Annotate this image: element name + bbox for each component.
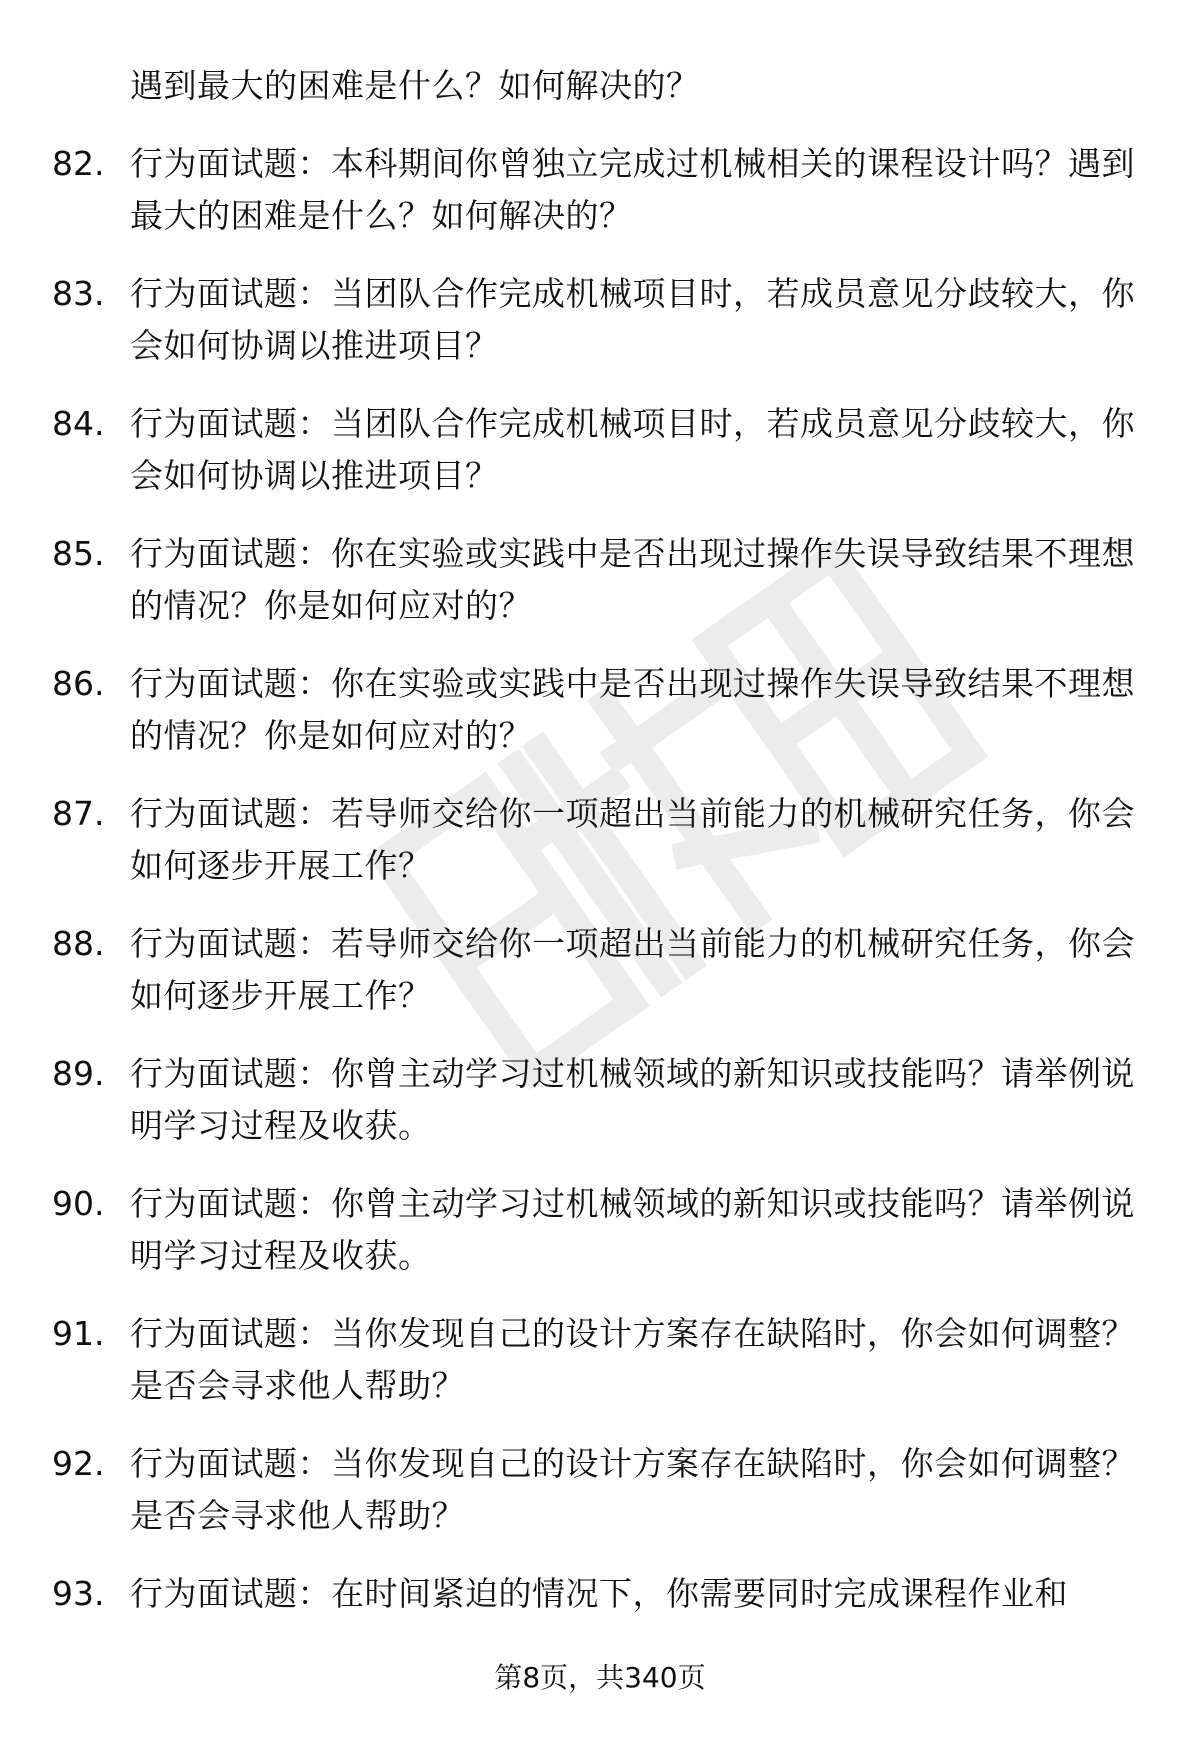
question-text: 行为面试题：你在实验或实践中是否出现过操作失误导致结果不理想的情况？你是如何应对的？ xyxy=(130,664,1135,755)
question-item xyxy=(0,658,1200,788)
question-text: 行为面试题：当你发现自己的设计方案存在缺陷时，你会如何调整？是否会寻求他人帮助？ xyxy=(130,1444,1135,1535)
question-number: 89. xyxy=(52,1054,105,1093)
question-number: 85. xyxy=(52,534,105,573)
question-text: 行为面试题：若导师交给你一项超出当前能力的机械研究任务，你会如何逐步开展工作？ xyxy=(130,924,1135,1015)
question-number: 88. xyxy=(52,924,105,963)
question-text: 行为面试题：当团队合作完成机械项目时，若成员意见分歧较大，你会如何协调以推进项目？ xyxy=(130,404,1135,495)
question-text: 行为面试题：你在实验或实践中是否出现过操作失误导致结果不理想的情况？你是如何应对的？ xyxy=(130,534,1135,625)
question-text: 行为面试题：你曾主动学习过机械领域的新知识或技能吗？请举例说明学习过程及收获。 xyxy=(130,1054,1135,1145)
question-number: 87. xyxy=(52,794,105,833)
question-item xyxy=(0,1048,1200,1178)
question-text: 行为面试题：本科期间你曾独立完成过机械相关的课程设计吗？遇到最大的困难是什么？如何解决的？ xyxy=(130,144,1135,235)
question-number: 84. xyxy=(52,404,105,443)
question-item xyxy=(0,918,1200,1048)
question-item xyxy=(0,528,1200,658)
question-item xyxy=(0,138,1200,268)
question-number: 93. xyxy=(52,1574,105,1613)
question-text: 行为面试题：当你发现自己的设计方案存在缺陷时，你会如何调整？是否会寻求他人帮助？ xyxy=(130,1314,1135,1405)
question-item xyxy=(0,1438,1200,1568)
question-list xyxy=(0,138,1200,1698)
question-number: 82. xyxy=(52,144,105,183)
question-number: 91. xyxy=(52,1314,105,1353)
continued-question-text: 遇到最大的困难是什么？如何解决的？ xyxy=(130,66,700,105)
question-number: 92. xyxy=(52,1444,105,1483)
question-text: 行为面试题：当团队合作完成机械项目时，若成员意见分歧较大，你会如何协调以推进项目？ xyxy=(130,274,1135,365)
question-text: 行为面试题：你曾主动学习过机械领域的新知识或技能吗？请举例说明学习过程及收获。 xyxy=(130,1184,1135,1275)
question-item xyxy=(0,788,1200,918)
question-text: 行为面试题：若导师交给你一项超出当前能力的机械研究任务，你会如何逐步开展工作？ xyxy=(130,794,1135,885)
page-footer: 第8页，共340页 xyxy=(494,1661,706,1694)
question-item xyxy=(0,268,1200,398)
question-item xyxy=(0,1308,1200,1438)
question-text: 行为面试题：在时间紧迫的情况下，你需要同时完成课程作业和 xyxy=(130,1574,1068,1613)
question-item xyxy=(0,1178,1200,1308)
question-item xyxy=(0,398,1200,528)
question-number: 90. xyxy=(52,1184,105,1223)
question-number: 83. xyxy=(52,274,105,313)
question-number: 86. xyxy=(52,664,105,703)
